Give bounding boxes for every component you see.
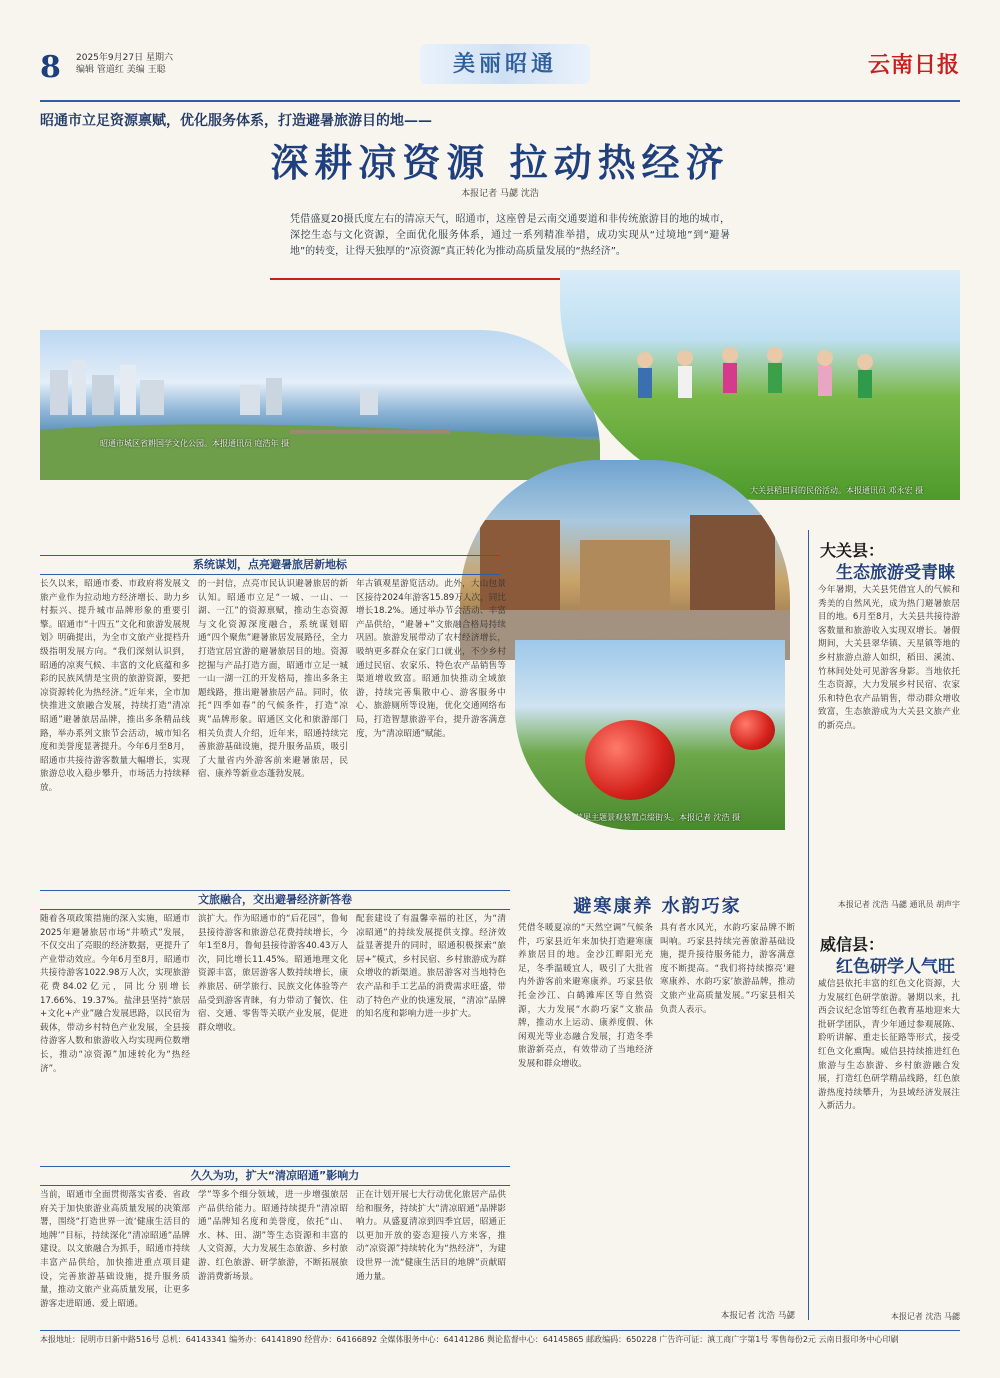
sidebar1-kicker: 大关县： xyxy=(820,541,885,560)
sidebar1-signature: 本报记者 沈浩 马勰 通讯员 胡声宇 xyxy=(837,900,960,909)
sidebar2-kicker: 威信县： xyxy=(820,935,885,954)
section1-header xyxy=(40,555,500,575)
section3-column1: 当前，昭通市全面贯彻落实省委、省政府关于加快旅游业高质量发展的决策部署，围绕“打造世界一流‘健康生活目的地牌’”目标，持续深化“清凉昭通”品牌建设。以文旅融合为抓手，昭通市持续丰富产品供给，加快推进重点项目建设，完善旅游基础设施，提升服务质量，推动文旅产业高质量发展，让更多游客走进昭通、爱上昭通。 xyxy=(40,1190,190,1309)
article-byline: 本报记者 马勰 沈浩 xyxy=(461,189,539,199)
caption-img2: 大关县稻田间的民俗活动。本报通讯员 邓永宏 摄 xyxy=(750,486,924,495)
sidebar2-signature: 本报记者 沈浩 马勰 xyxy=(890,1312,960,1321)
section1-column2: 的一封信，点亮市民认识避暑旅居的新认知。昭通市立足“一城、一山、一湖、一江”的资源禀赋，推动生态资源与文化资源深度融合，系统谋划昭通“四个聚焦”避暑旅居发展路径，全力打造宜居宜游的避暑旅居目的地。资源挖掘与产品打造方面，昭通市立足一城一山一湖一江的开发格局，推出多条主题线路，推出避暑旅居产品。同时，依托“四季如春”的气候条件，打造“凉爽”品牌形象。昭通区文化和旅游部门相关负责人介绍，近年来，昭通持续完善旅游基础设施，提升服务品质，吸引了大量省内外游客前来避暑旅居，民宿、康养等新业态蓬勃发展。 xyxy=(198,579,348,780)
editor-line: 编辑 管道红 美编 王聪 xyxy=(76,65,166,75)
section2-header xyxy=(40,890,510,910)
city-skyline-illustration xyxy=(40,330,600,480)
column-name: 美丽昭通 xyxy=(420,44,590,84)
page-number: 8 xyxy=(40,50,61,85)
section1-column1: 长久以来，昭通市委、市政府将发展文旅产业作为拉动地方经济增长、助力乡村振兴、提升城市品牌形象的重要引擎。昭通市“十四五”文化和旅游发展规划》明确提出，为全市文旅产业提档升级指明发展方向。“我们深刻认识到，昭通的凉爽气候、丰富的文化底蕴和多彩的民族风情是宝贵的旅游资源，要把凉资源转化为热经济。”近年来，全市加快推进文旅融合发展，持续打造“清凉昭通”避暑旅居品牌，推出多条精品线路，举办系列文旅节会活动，城市知名度和美誉度显著提升。今年6月至8月，昭通市共接待游客数量大幅增长，实现旅游总收入稳步攀升，市场活力持续释放。 xyxy=(40,579,190,793)
apple-sculpture-large xyxy=(585,720,675,800)
mid-story-column2: 具有者水风光，水韵巧家品牌不断叫响。巧家县持续完善旅游基础设施，提升接待服务能力，游客满意度不断提高。“我们将持续擦亮‘避寒康养、水韵巧家’旅游品牌，推动文旅产业高质量发展。”巧家县相关负责人表示。 xyxy=(660,923,795,1015)
article-kicker: 昭通市立足资源禀赋，优化服务体系，打造避暑旅游目的地—— xyxy=(40,113,432,129)
sidebar2-title: 红色研学人气旺 xyxy=(836,957,955,977)
mid-story-signature: 本报记者 沈浩 马勰 xyxy=(720,1311,795,1321)
caption-img4: 苹果主题景观装置点缀街头。本报记者 沈浩 摄 xyxy=(575,813,741,822)
section2-column1: 随着各项政策措施的深入实施，昭通市2025年避暑旅居市场“井喷式”发展，不仅交出了亮眼的经济数据，更提升了产业带动效应。今年6月至8月，昭通市共接待游客1022.98万人次，实现旅游花费84.02亿元，同比分别增长17.66%、19.37%。盐津县坚持“旅居+文化+产业”融合发展思路，以民宿为载体，带动乡村特色产业发展，全县接待游客人数和旅游收入均实现两位数增长，推动“凉资源”加速转化为“热经济”。 xyxy=(40,914,190,1074)
sidebar2-body: 威信县依托丰富的红色文化资源，大力发展红色研学旅游。暑期以来，扎西会议纪念馆等红色教育基地迎来大批研学团队，青少年通过参观展陈、聆听讲解、重走长征路等形式，接受红色文化熏陶。威信县持续推进红色旅游与生态旅游、乡村旅游融合发展，打造红色研学精品线路，红色旅游热度持续攀升，为县域经济发展注入新活力。 xyxy=(818,979,960,1112)
section3-header xyxy=(40,1166,510,1186)
article-headline: 深耕凉资源 拉动热经济 xyxy=(270,141,730,185)
article-intro: 凭借盛夏20摄氏度左右的清凉天气，昭通市，这座曾是云南交通要道和非传统旅游目的地的城市，深挖生态与文化资源，全面优化服务体系，通过一系列精准举措，成功实现从“过境地”到“避暑地”的转变，让得天独厚的“凉资源”真正转化为推动高质量发展的“热经济”。 xyxy=(290,214,730,257)
sidebar1-title: 生态旅游受青睐 xyxy=(836,563,955,583)
apple-sculpture-small xyxy=(730,710,775,750)
issue-meta xyxy=(76,52,173,76)
section3-column3: 正在计划开展七大行动优化旅居产品供给和服务，持续扩大“清凉昭通”品牌影响力。从盛夏清凉到四季宜居，昭通正以更加开放的姿态迎接八方来客，推动“凉资源”持续转化为“热经济”，为建设世界一流“健康生活目的地牌”贡献昭通力量。 xyxy=(356,1190,506,1282)
section3-column2: 学”等多个细分领域，进一步增强旅居产品供给能力。昭通持续提升“清凉昭通”品牌知名度和美誉度，依托“山、水、林、田、湖”等生态资源和丰富的人文资源，大力发展生态旅游、乡村旅游、红色旅游、研学旅游，不断拓展旅游消费新场景。 xyxy=(198,1190,348,1282)
section1-column3: 年古镇观星游览活动。此外，大山包景区接待2024年游客15.89万人次，同比增长18.2%。通过举办节会活动、丰富产品供给，“避暑+”文旅融合格局持续巩固。旅游发展带动了农村经济增长，吸纳更多群众在家门口就业，不少乡村通过民宿、农家乐、特色农产品销售等渠道增收致富。昭通加快推动全域旅游，持续完善集散中心、游客服务中心、旅游厕所等设施，优化交通网络布局，打造智慧旅游平台，提升游客满意度，为“清凉昭通”赋能。 xyxy=(356,579,506,739)
section2-title: 文旅融合，交出避暑经济新答卷 xyxy=(198,893,352,906)
section1-title: 系统谋划，点亮避暑旅居新地标 xyxy=(193,558,347,571)
page-footer: 本报地址：昆明市日新中路516号 总机：64143341 编务办：64141890 经营办：64166892 全媒体服务中心：64141286 舆论监督中心：64145865 邮政编码：650228 广告许可证：滇工商广字第1号 零售每份2元 云南日报印务中心印刷 xyxy=(40,1330,960,1349)
page-header xyxy=(40,40,960,102)
date-line: 2025年9月27日 星期六 xyxy=(76,53,173,63)
sidebar-divider xyxy=(808,530,809,1320)
caption-img1: 昭通市城区省耕国学文化公园。本报通讯员 庭浩年 摄 xyxy=(100,439,290,448)
section3-title: 久久为功，扩大“清凉昭通”影响力 xyxy=(190,1169,360,1182)
photo-apple-sculpture xyxy=(515,640,785,830)
mid-story-title: 避寒康养 水韵巧家 xyxy=(573,896,742,917)
mid-story-column1: 凭借冬暖夏凉的“天然空调”气候条件，巧家县近年来加快打造避寒康养旅居目的地。金沙江畔阳光充足，冬季温暖宜人，吸引了大批省内外游客前来避寒康养。巧家县依托金沙江、白鹤滩库区等自然资源，大力发展“水韵巧家”文旅品牌，推动水上运动、康养度假、休闲观光等业态融合发展，打造冬季旅游新亮点，有效带动了当地经济发展和群众增收。 xyxy=(518,923,653,1069)
section2-column2: 滨扩大。作为昭通市的“后花园”，鲁甸县接待游客和旅游总花费持续增长，今年1至8月，鲁甸县接待游客40.43万人次，同比增长11.45%。昭通地理文化资源丰富，旅居游客人数持续增长，康养旅居、研学旅行、民族文化体验等产品受到游客青睐，有力带动了餐饮、住宿、交通、零售等关联产业发展，促进群众增收。 xyxy=(198,914,348,1033)
sidebar1-body: 今年暑期，大关县凭借宜人的气候和秀美的自然风光，成为热门避暑旅居目的地。6月至8月，大关县共接待游客数量和旅游收入实现双增长。暑假期间，大关县翠华镇、天星镇等地的乡村旅游点游人如织，稻田、溪流、竹林间处处可见游客身影。当地依托生态资源，大力发展乡村民宿、农家乐和特色农产品销售，带动群众增收致富，生态旅游成为大关县文旅产业的新亮点。 xyxy=(818,585,960,731)
newspaper-logo: 云南日报 xyxy=(867,52,960,78)
section2-column3: 配套建设了有温馨幸福的社区，为“清凉昭通”的持续发展提供支撑。经济效益显著提升的同时，昭通积极探索“旅居+”模式，乡村民宿、乡村旅游成为群众增收的新渠道。旅居游客对当地特色农产品和手工艺品的消费需求旺盛，带动了特色产业的快速发展，“清凉”品牌的知名度和影响力进一步扩大。 xyxy=(356,914,506,1020)
photo-city-park xyxy=(40,330,600,480)
